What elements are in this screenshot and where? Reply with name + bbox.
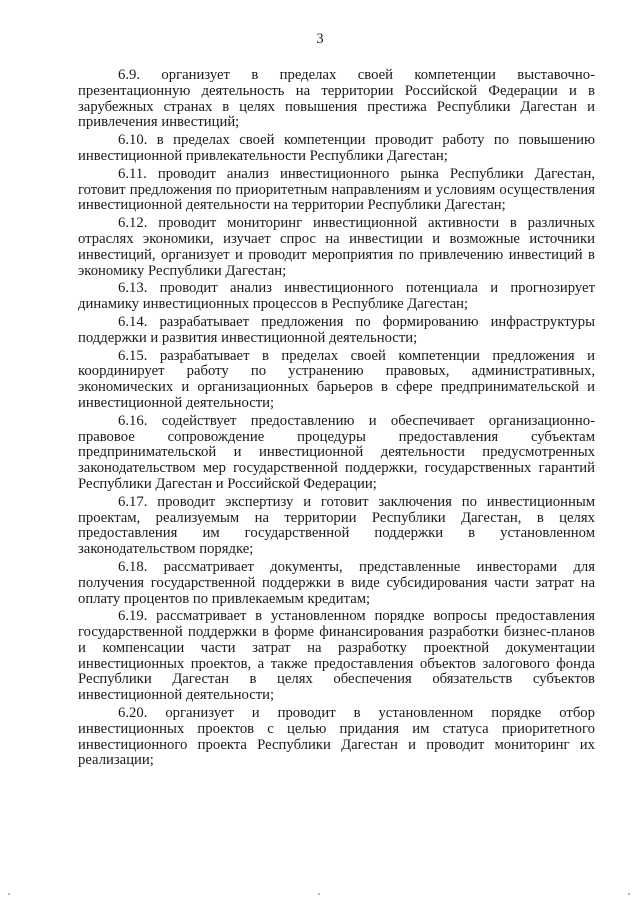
paragraph-6-10: 6.10. в пределах своей компетенции проводит работу по повышению инвестиционной привлекательности Республики Дагестан; xyxy=(78,132,595,164)
paragraph-6-18: 6.18. рассматривает документы, представленные инвесторами для получения государственной поддержки в виде субсидирования части затрат на оплату процентов по привлекаемым кредитам; xyxy=(78,558,595,607)
paragraph-6-19: 6.19. рассматривает в установленном порядке вопросы предоставления государственной поддержки в форме финансирования разработки бизнес-планов и компенсации части затрат на разработку проектной документации инвестиционных проектов, а также предоставления объектов залогового фонда Республики Дагестан в целях обеспечения обязательств субъектов инвестиционной деятельности; xyxy=(78,608,595,704)
paragraph-6-20: 6.20. организует и проводит в установленном порядке отбор инвестиционных проектов с целью придания им статуса приоритетного инвестиционного проекта Республики Дагестан и проводит мониторинг их реализации; xyxy=(78,705,595,769)
scan-speck xyxy=(318,893,320,895)
document-body xyxy=(78,68,595,769)
paragraph-6-9: 6.9. организует в пределах своей компетенции выставочно-презентационную деятельность на территории Российской Федерации и в зарубежных странах в целях повышения престижа Республики Дагестан и привлечения инвестиций; xyxy=(78,67,595,131)
paragraph-6-12: 6.12. проводит мониторинг инвестиционной активности в различных отраслях экономики, изучает спрос на инвестиции и возможные источники инвестиций, организует и проводит мероприятия по привлечению инвестиций в экономику Республики Дагестан; xyxy=(78,215,595,279)
paragraph-6-13: 6.13. проводит анализ инвестиционного потенциала и прогнозирует динамику инвестиционных процессов в Республике Дагестан; xyxy=(78,280,595,313)
paragraph-6-17: 6.17. проводит экспертизу и готовит заключения по инвестиционным проектам, реализуемым на территории Республики Дагестан, в целях предоставления им государственной поддержки в установленном законодательством порядке; xyxy=(78,493,595,558)
page-number: 3 xyxy=(316,31,324,47)
paragraph-6-11: 6.11. проводит анализ инвестиционного рынка Республики Дагестан, готовит предложения по приоритетным направлениям и условиям осуществления инвестиционной деятельности на территории Республики Дагестан; xyxy=(78,165,595,214)
paragraph-6-14: 6.14. разрабатывает предложения по формированию инфраструктуры поддержки и развития инвестиционной деятельности; xyxy=(78,313,595,346)
paragraph-6-15: 6.15. разрабатывает в пределах своей компетенции предложения и координирует работу по устранению правовых, административных, экономических и организационных барьеров в сфере предпринимательской и инвестиционной деятельности; xyxy=(78,347,595,411)
paragraph-6-16: 6.16. содействует предоставлению и обеспечивает организационно-правовое сопровождение процедуры предоставления субъектам предпринимательской и инвестиционной деятельности предусмотренных законодательством мер государственной поддержки, государственных гарантий Республики Дагестан и Российской Федерации; xyxy=(78,412,595,492)
scan-speck xyxy=(8,893,10,895)
scan-speck xyxy=(628,893,630,895)
